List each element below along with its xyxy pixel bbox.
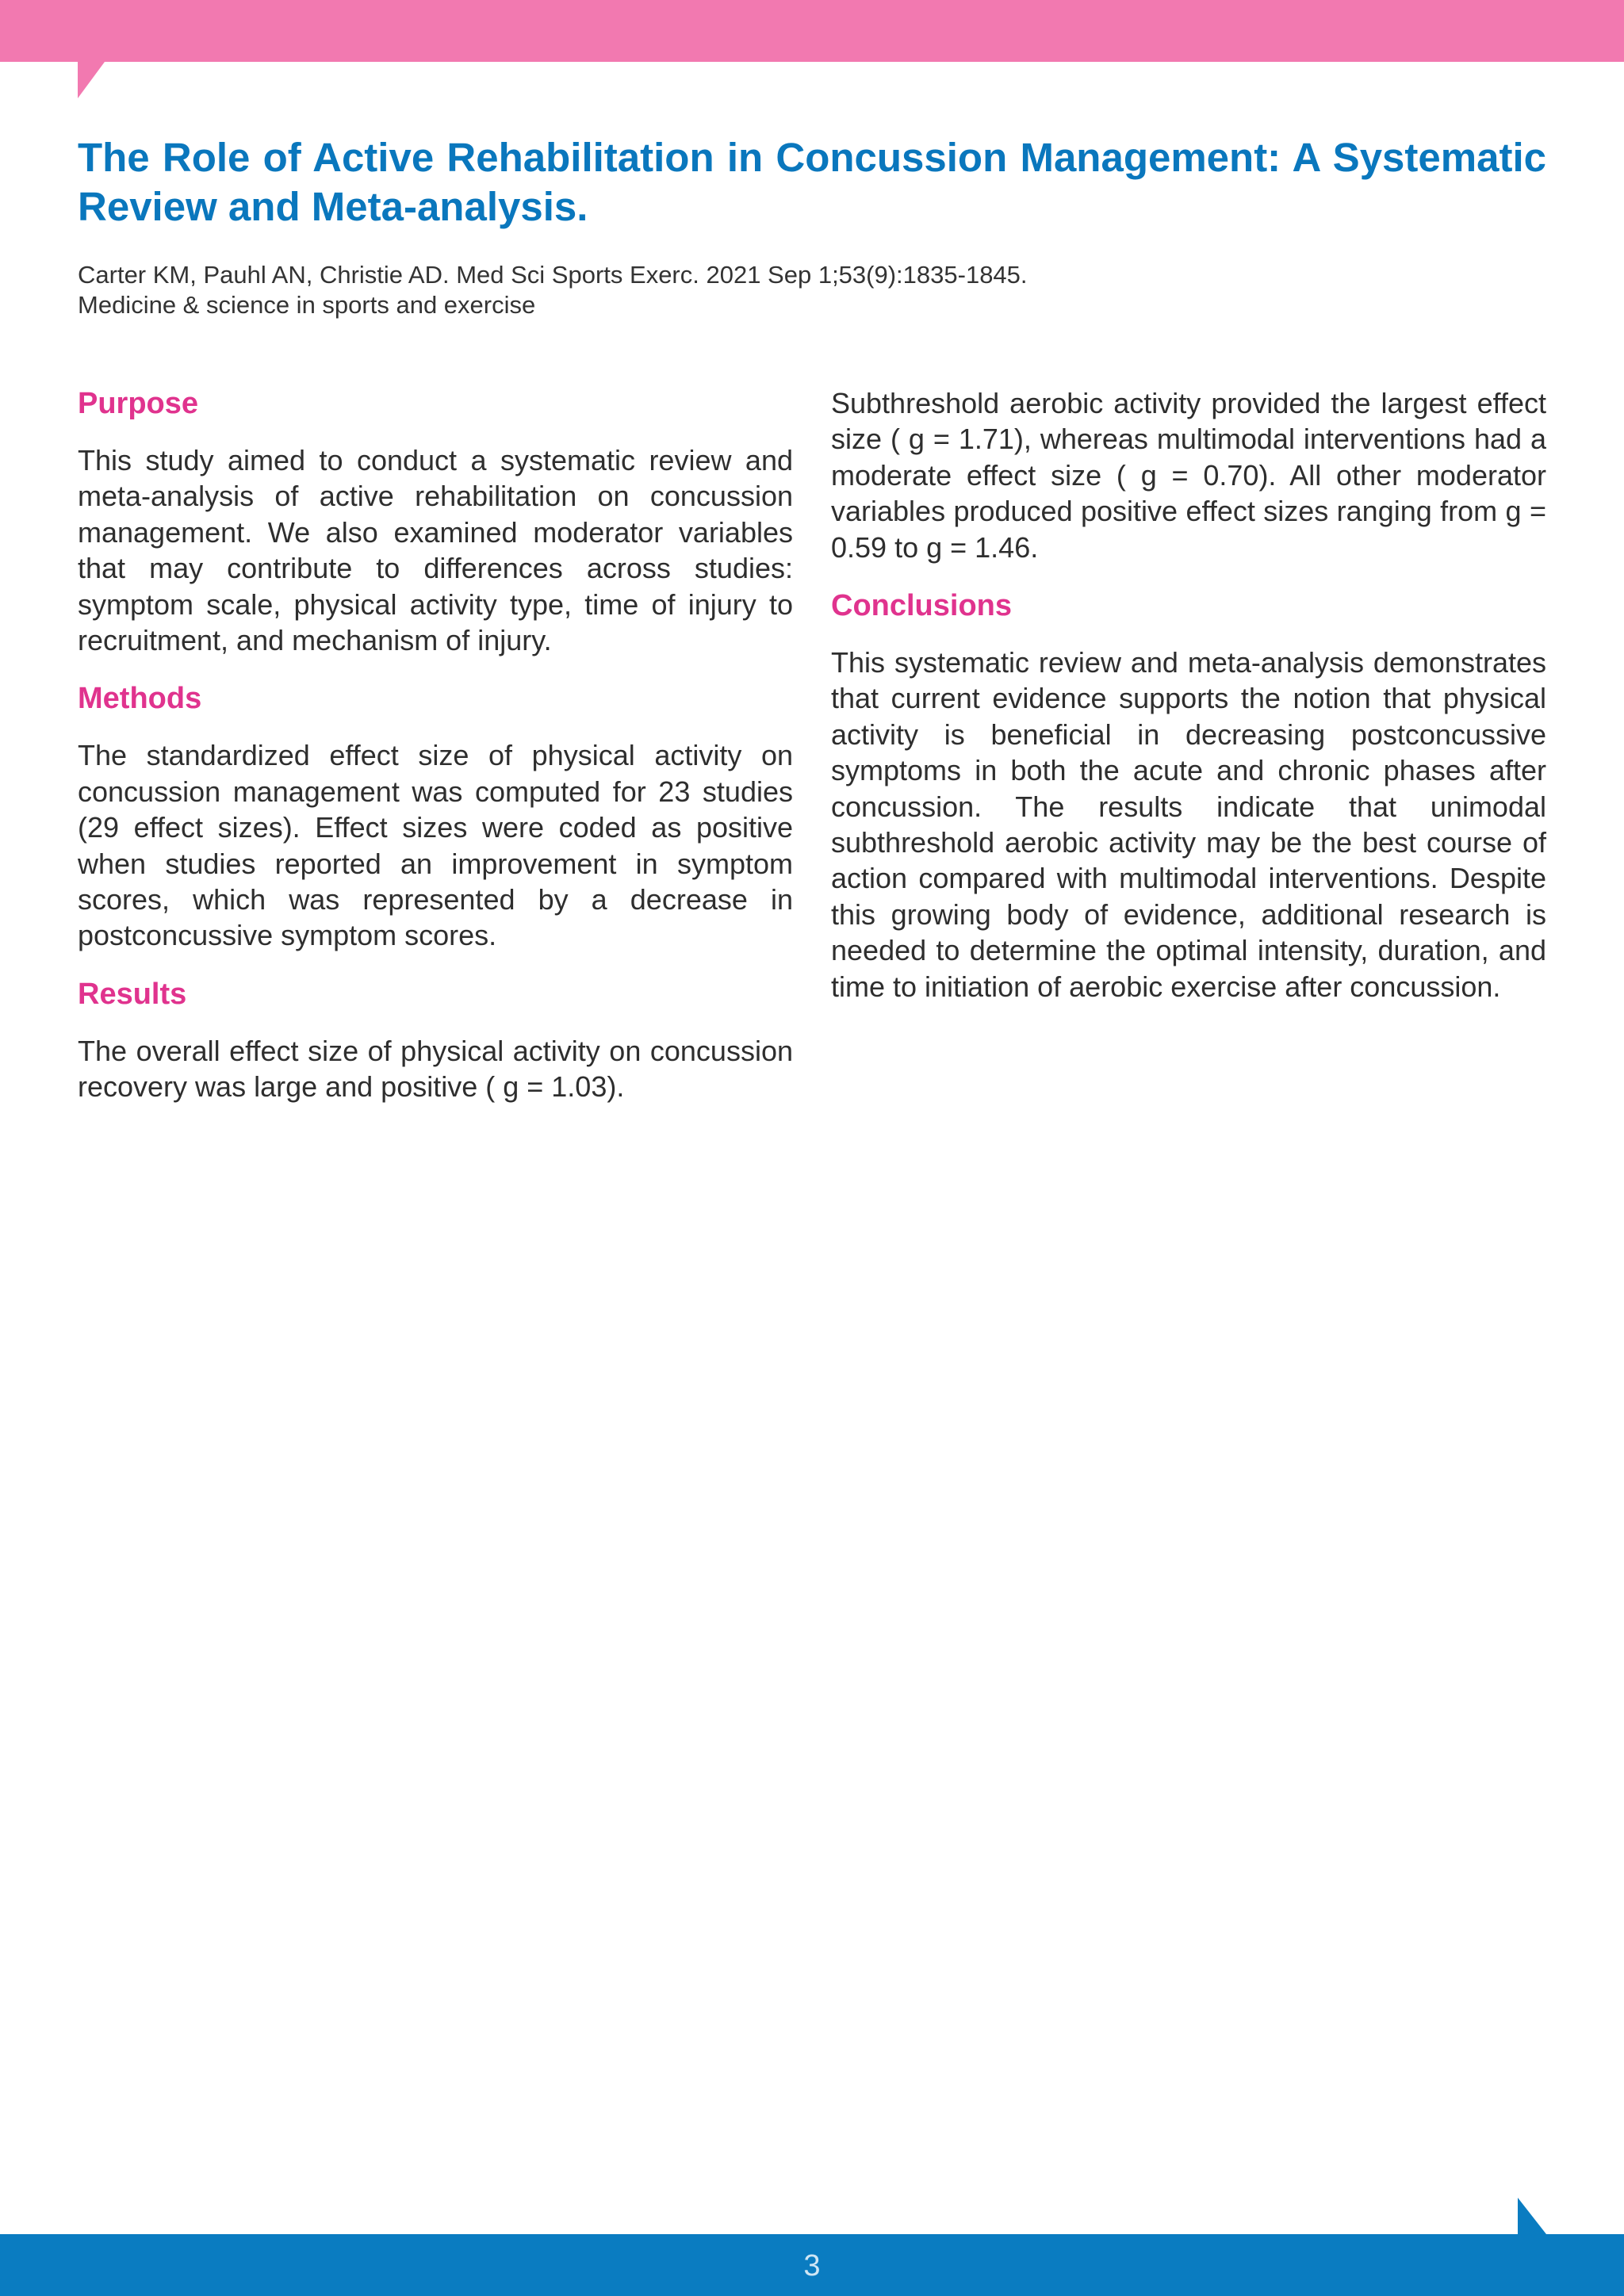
conclusions-text: This systematic review and meta-analysis demonstrates that current evidence supports the notion that physical activity is beneficial in decreasing postconcussive symptoms in both the acute and chronic phases after concussion. The results indicate that unimodal subthreshold aerobic activity may be the best course of action compared with multimodal interventions. Despite this growing body of evidence, additional research is needed to determine the optimal intensity, duration, and time to initiation of aerobic exercise after concussion. (831, 646, 1546, 1003)
purpose-heading: Purpose (78, 387, 199, 420)
top-band-notch (78, 62, 105, 98)
purpose-text: This study aimed to conduct a systematic review and meta-analysis of active rehabilitation on concussion management. We also examined moderator variables that may contribute to differences across studies: symptom scale, physical activity type, time of injury to recruitment, and mechanism of injury. (78, 444, 793, 657)
right-column (831, 385, 1546, 1027)
conclusions-heading: Conclusions (831, 589, 1013, 623)
citation-block (78, 260, 1546, 320)
results-heading: Results (78, 977, 187, 1011)
citation-authors-line: Carter KM, Pauhl AN, Christie AD. Med Sci Sports Exerc. 2021 Sep 1;53(9):1835-1845. (78, 261, 1028, 289)
page-number: 3 (803, 2249, 821, 2283)
left-column (78, 385, 793, 1127)
article-title: The Role of Active Rehabilitation in Concussion Management: A Systematic Review and Meta-analysis. (78, 135, 1546, 229)
results-text-part2: Subthreshold aerobic activity provided the largest effect size ( g = 1.71), whereas multimodal interventions had a moderate effect size ( g = 0.70). All other moderator variables produced positive effect sizes ranging from g = 0.59 to g = 1.46. (831, 387, 1546, 564)
journal-name: Medicine & science in sports and exercise (78, 291, 536, 319)
methods-text: The standardized effect size of physical activity on concussion management was computed for 23 studies (29 effect sizes). Effect sizes were coded as positive when studies reported an improvement in symptom scores, which was represented by a decrease in postconcussive symptom scores. (78, 739, 793, 952)
results-text-part1: The overall effect size of physical activity on concussion recovery was large and positive ( g = 1.03). (78, 1034, 793, 1104)
top-decorative-band (0, 0, 1624, 62)
methods-heading: Methods (78, 682, 202, 716)
bottom-band-notch (1518, 2198, 1546, 2234)
